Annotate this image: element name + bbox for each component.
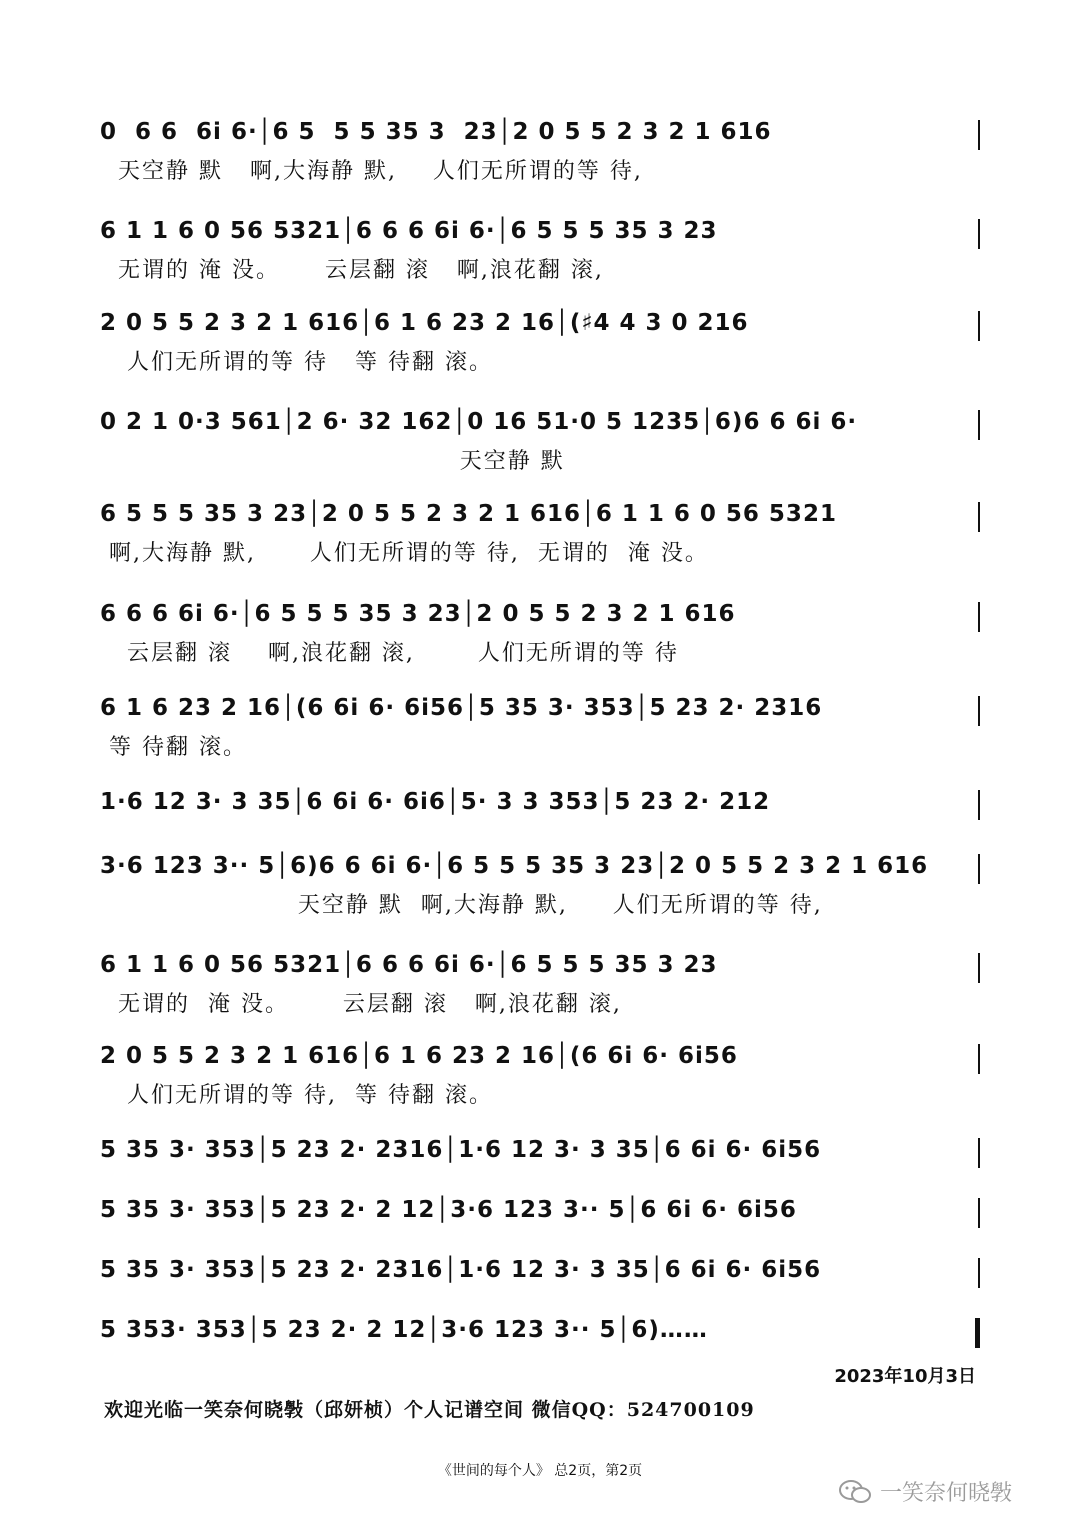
barline — [978, 854, 980, 884]
barline — [978, 1198, 980, 1228]
barline — [978, 696, 980, 726]
notation-line: 0 2 1 0·3 561│2 6· 32 162│0 16 51·0 5 1235│6)6 6 6i 6· — [100, 409, 858, 435]
watermark-text: 一笑奈何晓斅 — [880, 1481, 1013, 1506]
barline — [978, 790, 980, 820]
date-stamp: 2023年10月3日 — [834, 1366, 976, 1387]
welcome-footer: 欢迎光临一笑奈何晓斅（邱妍桢）个人记谱空间 微信QQ：524700109 — [104, 1399, 755, 1421]
barline — [978, 602, 980, 632]
notation-line: 5 35 3· 353│5 23 2· 2 12│3·6 123 3·· 5│6 6i 6· 6i56 — [100, 1197, 797, 1223]
lyrics-line: 云层翻 滚 啊,浪花翻 滚, 人们无所谓的等 待 — [100, 641, 679, 666]
lyrics-line: 天空静 默 啊,大海静 默, 人们无所谓的等 待, — [100, 893, 823, 918]
watermark — [838, 1476, 1012, 1507]
lyrics-line: 无谓的 淹 没。 云层翻 滚 啊,浪花翻 滚, — [100, 258, 604, 283]
notation-line: 5 353· 353│5 23 2· 2 12│3·6 123 3·· 5│6)…… — [100, 1317, 708, 1343]
lyrics-line: 人们无所谓的等 待 等 待翻 滚。 — [100, 350, 493, 375]
notation-line: 6 1 6 23 2 16│(6 6i 6· 6i56│5 35 3· 353│5 23 2· 2316 — [100, 695, 823, 721]
barline — [978, 219, 980, 249]
barline — [978, 502, 980, 532]
notation-line: 2 0 5 5 2 3 2 1 616│6 1 6 23 2 16│(6 6i 6· 6i56 — [100, 1043, 738, 1069]
notation-line: 6 1 1 6 0 56 5321│6 6 6 6i 6·│6 5 5 5 35 3 23 — [100, 218, 718, 244]
barline — [978, 120, 980, 150]
lyrics-line: 人们无所谓的等 待, 等 待翻 滚。 — [100, 1083, 493, 1108]
barline — [978, 410, 980, 440]
barline — [978, 1138, 980, 1168]
notation-line: 6 1 1 6 0 56 5321│6 6 6 6i 6·│6 5 5 5 35 3 23 — [100, 952, 718, 978]
notation-line: 3·6 123 3·· 5│6)6 6 6i 6·│6 5 5 5 35 3 23│2 0 5 5 2 3 2 1 616 — [100, 853, 929, 879]
barline — [978, 1044, 980, 1074]
lyrics-line: 等 待翻 滚。 — [100, 735, 247, 760]
notation-line: 5 35 3· 353│5 23 2· 2316│1·6 12 3· 3 35│6 6i 6· 6i56 — [100, 1137, 822, 1163]
barline — [978, 953, 980, 983]
chat-bubbles-icon — [838, 1479, 872, 1505]
notation-line: 0 6 6 6i 6·│6 5 5 5 35 3 23│2 0 5 5 2 3 2 1 616 — [100, 119, 772, 145]
final-barline — [975, 1318, 980, 1348]
lyrics-line: 啊,大海静 默, 人们无所谓的等 待, 无谓的 淹 没。 — [100, 541, 709, 566]
notation-line: 1·6 12 3· 3 35│6 6i 6· 6i6│5· 3 3 353│5 23 2· 212 — [100, 789, 771, 815]
page-info: 《世间的每个人》 总2页，第2页 — [437, 1463, 643, 1479]
notation-line: 6 5 5 5 35 3 23│2 0 5 5 2 3 2 1 616│6 1 1 6 0 56 5321 — [100, 501, 837, 527]
lyrics-line: 天空静 默 啊,大海静 默, 人们无所谓的等 待, — [100, 159, 643, 184]
lyrics-line: 无谓的 淹 没。 云层翻 滚 啊,浪花翻 滚, — [100, 992, 622, 1017]
barline — [978, 311, 980, 341]
lyrics-line: 天空静 默 — [100, 449, 565, 474]
notation-line: 2 0 5 5 2 3 2 1 616│6 1 6 23 2 16│(♯4 4 3 0 216 — [100, 310, 749, 336]
notation-line: 6 6 6 6i 6·│6 5 5 5 35 3 23│2 0 5 5 2 3 2 1 616 — [100, 601, 736, 627]
notation-line: 5 35 3· 353│5 23 2· 2316│1·6 12 3· 3 35│6 6i 6· 6i56 — [100, 1257, 822, 1283]
barline — [978, 1258, 980, 1288]
